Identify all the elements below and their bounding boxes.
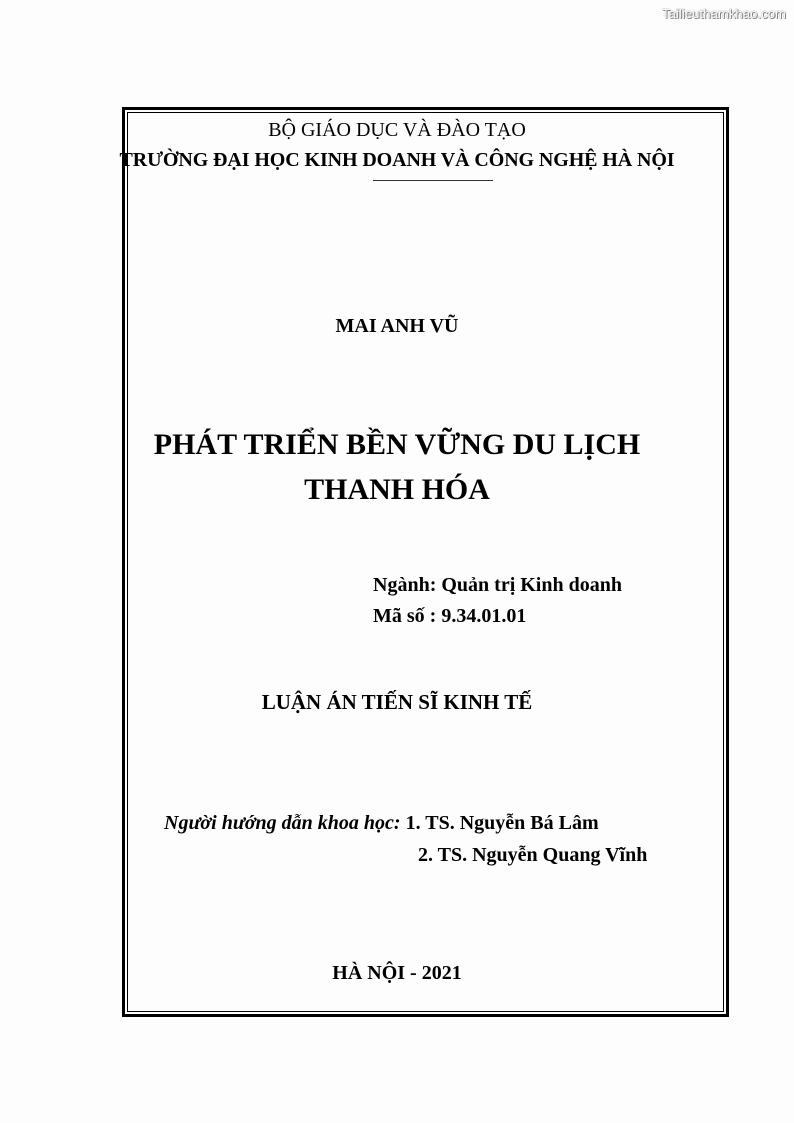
degree-type: LUẬN ÁN TIẾN SĨ KINH TẾ <box>261 690 533 714</box>
major-code: Mã số : 9.34.01.01 <box>373 605 527 627</box>
advisor-1: 1. TS. Nguyễn Bá Lâm <box>405 812 599 834</box>
watermark: Tailieuthamkhao.com <box>661 6 786 21</box>
ministry-name: BỘ GIÁO DỤC VÀ ĐÀO TẠO <box>268 119 526 141</box>
header-divider <box>373 180 493 181</box>
major-field: Ngành: Quản trị Kinh doanh <box>373 574 622 596</box>
page-border-inner <box>127 112 724 1012</box>
advisor-2: 2. TS. Nguyễn Quang Vĩnh <box>418 844 648 866</box>
place-year: HÀ NỘI - 2021 <box>332 962 462 984</box>
advisor-line-1 <box>164 812 599 835</box>
thesis-title-line-2: THANH HÓA <box>304 473 490 506</box>
page-border-outer <box>122 107 729 1017</box>
author-name: MAI ANH VŨ <box>335 315 459 337</box>
thesis-title-line-1: PHÁT TRIỂN BỀN VỮNG DU LỊCH <box>153 428 641 461</box>
university-name: TRƯỜNG ĐẠI HỌC KINH DOANH VÀ CÔNG NGHỆ HÀ NỘI <box>119 149 675 171</box>
advisor-label: Người hướng dẫn khoa học: <box>164 812 401 834</box>
